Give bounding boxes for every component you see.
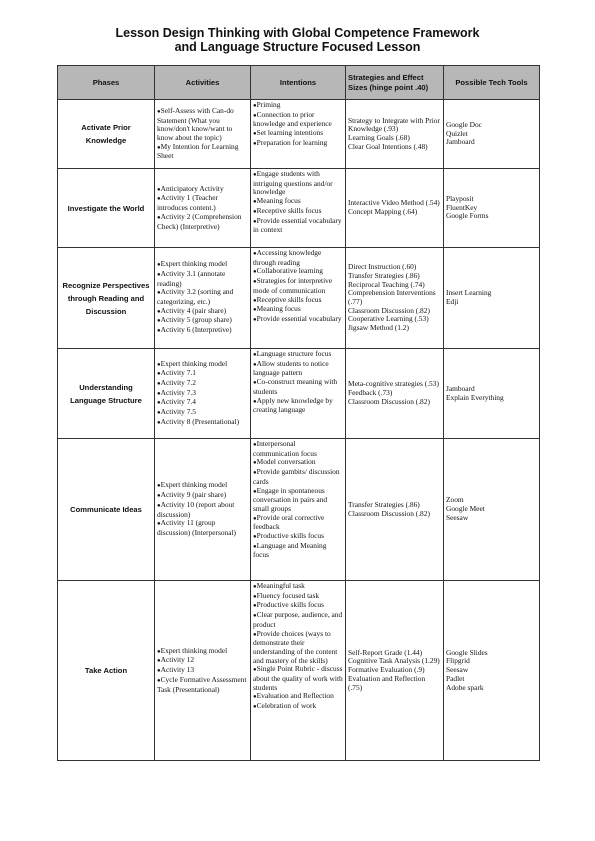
strategy-list [348,117,441,152]
activity-item: ● Activity 13 [157,666,248,676]
activity-item: ● Activity 7.1 [157,369,248,379]
activity-item: ● Cycle Formative Assessment Task (Presentational) [157,676,248,694]
title-line-1: Lesson Design Thinking with Global Competence Framework [115,26,480,40]
intention-item: ● Provide essential vocabulary in context [253,217,343,235]
header-row [58,66,540,100]
intention-item: ● Meaning focus [253,305,343,315]
tool-item: Zoom [446,495,464,505]
intentions-cell [251,439,346,581]
intention-item: ● Engage students with intriguing questions and/or knowledge [253,170,343,197]
table-row [58,581,540,761]
activity-item: ● Expert thinking model [157,647,248,657]
tool-list [446,289,537,306]
intention-item: ● Provide choices (ways to demonstrate their understanding of the content and mastery of the skills) [253,630,343,666]
tool-list [446,385,537,402]
intention-item: ● Receptive skills focus [253,207,343,217]
intention-item: ● Provide essential vocabulary [253,315,343,325]
activity-list [157,107,248,161]
intentions-cell [251,169,346,248]
table-row [58,100,540,169]
strategy-item: Reciprocal Teaching (.74) [348,279,425,289]
activity-list [157,185,248,232]
page-title [0,26,595,54]
strategy-item: Cognitive Task Analysis (1.29) [348,656,440,666]
intentions-cell [251,349,346,439]
strategy-item: Concept Mapping (.64) [348,207,418,216]
activity-item: ● Activity 3.1 (annotate reading) [157,270,248,288]
tool-item: Playposit [446,193,474,203]
tool-item: Insert Learning [446,288,492,298]
intention-item: ● Celebration of work [253,702,343,712]
strategy-item: Learning Goals (.68) [348,133,410,142]
intentions-cell [251,581,346,761]
tools-cell [444,439,540,581]
strategy-item: Formative Evaluation (.9) [348,665,425,675]
activity-item: ● Self-Assess with Can-do Statement (What you know/don't know/want to know about the topic) [157,107,248,143]
tools-cell [444,581,540,761]
strategy-item: Evaluation and Reflection (.75) [348,673,426,692]
intention-item: ● Connection to prior knowledge and experience [253,111,343,129]
strategy-item: Classroom Discussion (.82) [348,305,430,315]
intention-item: ● Accessing knowledge through reading [253,249,343,267]
intention-item: ● Fluency focused task [253,592,343,602]
strategies-cell [346,581,444,761]
intention-item: ● Language structure focus [253,350,343,360]
intention-item: ● Meaning focus [253,197,343,207]
header-intentions: Intentions [251,66,346,100]
intention-item: ● Model conversation [253,458,343,468]
tool-item: Explain Everything [446,392,504,402]
activity-item: ● Activity 6 (Interpretive) [157,326,248,336]
intention-item: ● Meaningful task [253,582,343,592]
intention-item: ● Productive skills focus [253,601,343,611]
activity-item: ● Activity 5 (group share) [157,316,248,326]
strategy-item: Direct Instruction (.60) [348,262,417,272]
tool-item: Jamboard [446,137,475,147]
activity-item: ● Expert thinking model [157,360,248,370]
tool-item: Google Doc [446,119,482,129]
tool-item: Adobe spark [446,682,484,692]
tool-item: Quizlet [446,128,468,138]
tool-list [446,121,537,147]
tools-cell [444,248,540,349]
activity-item: ● Expert thinking model [157,481,248,491]
intention-list [253,350,343,415]
activity-item: ● Expert thinking model [157,260,248,270]
activity-item: ● Activity 7.3 [157,389,248,399]
table-row [58,349,540,439]
tools-cell [444,100,540,169]
intention-item: ● Allow students to notice language pattern [253,360,343,378]
lesson-design-table [57,65,540,761]
intention-item: ● Single Point Rubric - discuss about the quality of work with students [253,665,343,692]
strategy-item: Self-Report Grade (1.44) [348,647,423,657]
tool-item: Edji [446,297,459,306]
intention-item: ● Provide gambits/ discussion cards [253,468,343,486]
phase-cell: Understanding Language Structure [58,349,155,439]
activity-item: ● Activity 7.5 [157,408,248,418]
activity-item: ● Activity 7.4 [157,398,248,408]
tool-item: Seesaw [446,512,469,522]
activity-item: ● Activity 2 (Comprehension Check) (Interpretive) [157,213,248,231]
strategy-item: Classroom Discussion (.82) [348,396,430,406]
strategy-list [348,649,441,693]
activity-item: ● Activity 9 (pair share) [157,491,248,501]
phase-cell: Recognize Perspectives through Reading and Discussion [58,248,155,349]
intention-item: ● Interpersonal communication focus [253,440,343,458]
activity-item: ● Activity 3.2 (sorting and categorizing, etc.) [157,288,248,306]
intention-item: ● Provide oral corrective feedback [253,514,343,532]
intentions-cell [251,100,346,169]
tool-item: Jamboard [446,383,475,393]
activity-item: ● Activity 7.2 [157,379,248,389]
header-strategies: Strategies and Effect Sizes (hinge point .40) [346,66,444,100]
header-activities: Activities [155,66,251,100]
tools-cell [444,349,540,439]
phase-cell: Investigate the World [58,169,155,248]
intention-item: ● Co-construct meaning with students [253,378,343,396]
table-row [58,248,540,349]
strategy-item: Classroom Discussion (.82) [348,508,430,518]
intentions-cell [251,248,346,349]
table-row [58,169,540,248]
activity-item: ● Activity 10 (report about discussion) [157,501,248,519]
phase-cell: Activate Prior Knowledge [58,100,155,169]
strategy-list [348,380,441,406]
tool-item: FluentKey [446,202,478,212]
activity-list [157,360,248,428]
strategies-cell [346,349,444,439]
intention-item: ● Evaluation and Reflection [253,692,343,702]
activity-list [157,260,248,336]
activity-item: ● Activity 11 (group discussion) (Interpersonal) [157,519,248,537]
activity-item: ● Activity 4 (pair share) [157,307,248,317]
tool-item: Flipgrid [446,656,470,666]
strategy-item: Jigsaw Method (1.2) [348,323,409,333]
tool-list [446,496,537,522]
activity-item: ● Activity 1 (Teacher introduces content.) [157,194,248,212]
phase-cell: Communicate Ideas [58,439,155,581]
table-row [58,439,540,581]
tools-cell [444,169,540,248]
activities-cell [155,581,251,761]
activity-list [157,481,248,537]
strategy-item: Cooperative Learning (.53) [348,314,429,324]
tool-item: Seesaw [446,665,469,675]
strategy-item: Meta-cognitive strategies (.53) [348,379,439,389]
strategy-list [348,263,441,333]
tool-item: Google Forms [446,211,489,221]
intention-list [253,170,343,235]
strategy-item: Interactive Video Method (.54) [348,198,440,208]
strategy-item: Transfer Strategies (.86) [348,499,420,509]
activities-cell [155,349,251,439]
strategies-cell [346,248,444,349]
activity-item: ● Anticipatory Activity [157,185,248,195]
phase-cell: Take Action [58,581,155,761]
intention-item: ● Apply new knowledge by creating language [253,397,343,415]
intention-item: ● Strategies for interpretive mode of communication [253,277,343,295]
activity-item: ● My Intention for Learning Sheet [157,143,248,161]
intention-item: ● Language and Meaning focus [253,542,343,560]
header-phases: Phases [58,66,155,100]
tool-list [446,649,537,693]
intention-list [253,582,343,712]
intention-item: ● Priming [253,101,343,111]
tool-item: Google Slides [446,647,488,657]
header-tools: Possible Tech Tools [444,66,540,100]
strategy-item: Transfer Strategies (.86) [348,270,420,280]
intention-item: ● Preparation for learning [253,139,343,149]
strategy-item: Clear Goal Intentions (.48) [348,141,428,151]
strategies-cell [346,439,444,581]
activities-cell [155,169,251,248]
tool-item: Padlet [446,673,465,683]
intention-list [253,249,343,325]
intention-item: ● Engage in spontaneous conversation in pairs and small groups [253,487,343,514]
strategy-item: Comprehension Interventions (.77) [348,288,436,306]
activity-list [157,647,248,695]
intention-item: ● Collaborative learning [253,267,343,277]
activities-cell [155,439,251,581]
strategy-list [348,199,441,216]
intention-item: ● Clear purpose, audience, and product [253,611,343,629]
tool-list [446,195,537,221]
intention-list [253,101,343,149]
activities-cell [155,248,251,349]
strategy-item: Feedback (.73) [348,388,393,398]
title-line-2: and Language Structure Focused Lesson [174,40,421,54]
intention-item: ● Set learning intentions [253,129,343,139]
intention-item: ● Productive skills focus [253,532,343,542]
strategies-cell [346,100,444,169]
table-body [58,100,540,761]
intention-item: ● Receptive skills focus [253,296,343,306]
activities-cell [155,100,251,169]
tool-item: Google Meet [446,504,485,514]
intention-list [253,440,343,560]
strategy-item: Strategy to Integrate with Prior Knowledge (.93) [348,115,440,134]
activity-item: ● Activity 12 [157,656,248,666]
activity-item: ● Activity 8 (Presentational) [157,418,248,428]
strategy-list [348,501,441,518]
strategies-cell [346,169,444,248]
